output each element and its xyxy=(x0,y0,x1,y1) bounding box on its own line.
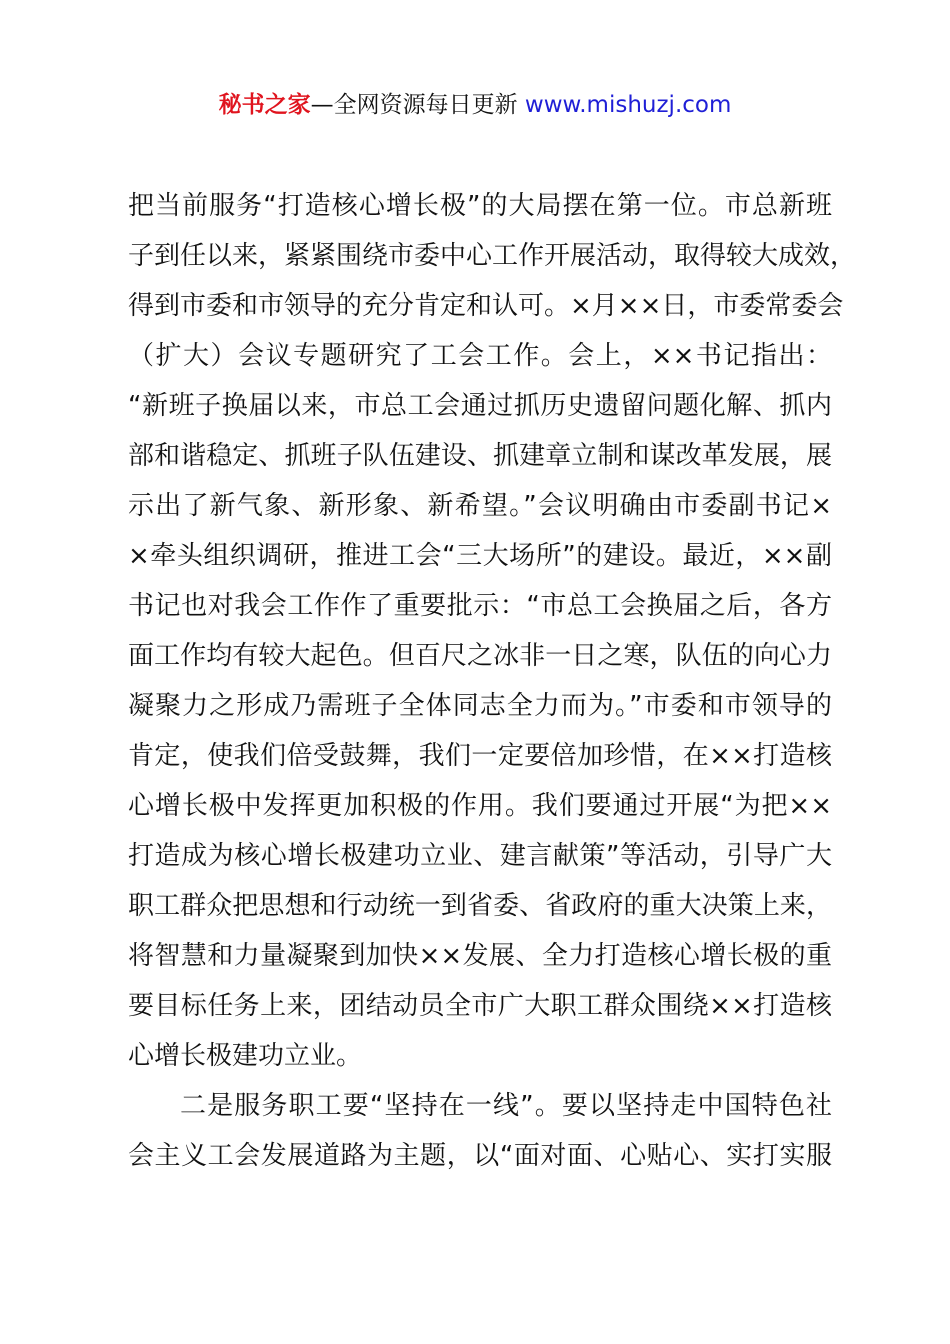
text-line: 职工群众把思想和行动统一到省委、省政府的重大决策上来， xyxy=(128,891,832,921)
site-header xyxy=(0,88,950,122)
text-line: （扩大）会议专题研究了工会工作。会上，××书记指出： xyxy=(128,341,832,371)
text-line: 凝聚力之形成乃需班子全体同志全力而为。”市委和市领导的 xyxy=(128,691,832,721)
paragraph-1 xyxy=(128,181,857,1081)
site-brand: 秘书之家 xyxy=(218,92,311,118)
text-line: 打造成为核心增长极建功立业、建言献策”等活动，引导广大 xyxy=(128,841,832,871)
document-body xyxy=(128,181,857,1181)
text-line: 将智慧和力量凝聚到加快××发展、全力打造核心增长极的重 xyxy=(128,941,832,971)
text-line: 示出了新气象、新形象、新希望。”会议明确由市委副书记× xyxy=(128,491,832,521)
text-line: 心增长极建功立业。 xyxy=(128,1041,363,1071)
text-line: 子到任以来，紧紧围绕市委中心工作开展活动，取得较大成效， xyxy=(128,241,857,271)
text-line: 心增长极中发挥更加积极的作用。我们要通过开展“为把×× xyxy=(128,791,832,821)
text-line: 二是服务职工要“坚持在一线”。要以坚持走中国特色社 xyxy=(180,1091,832,1121)
text-line: 把当前服务“打造核心增长极”的大局摆在第一位。市总新班 xyxy=(128,191,832,221)
site-tagline: —全网资源每日更新 xyxy=(310,92,525,118)
text-line: 会主义工会发展道路为主题，以“面对面、心贴心、实打实服 xyxy=(128,1141,832,1171)
text-line: 面工作均有较大起色。但百尺之冰非一日之寒，队伍的向心力 xyxy=(128,641,832,671)
text-line: 部和谐稳定、抓班子队伍建设、抓建章立制和谋改革发展，展 xyxy=(128,441,832,471)
text-line: “新班子换届以来，市总工会通过抓历史遗留问题化解、抓内 xyxy=(128,391,832,421)
text-line: 书记也对我会工作作了重要批示：“市总工会换届之后，各方 xyxy=(128,591,832,621)
text-line: 要目标任务上来，团结动员全市广大职工群众围绕××打造核 xyxy=(128,991,832,1021)
text-line: ×牵头组织调研，推进工会“三大场所”的建设。最近，××副 xyxy=(128,541,832,571)
text-line: 得到市委和市领导的充分肯定和认可。×月××日，市委常委会 xyxy=(128,291,844,321)
paragraph-2 xyxy=(128,1081,832,1181)
site-url-link[interactable]: www.mishuzj.com xyxy=(524,92,732,118)
text-line: 肯定，使我们倍受鼓舞，我们一定要倍加珍惜，在××打造核 xyxy=(128,741,832,771)
